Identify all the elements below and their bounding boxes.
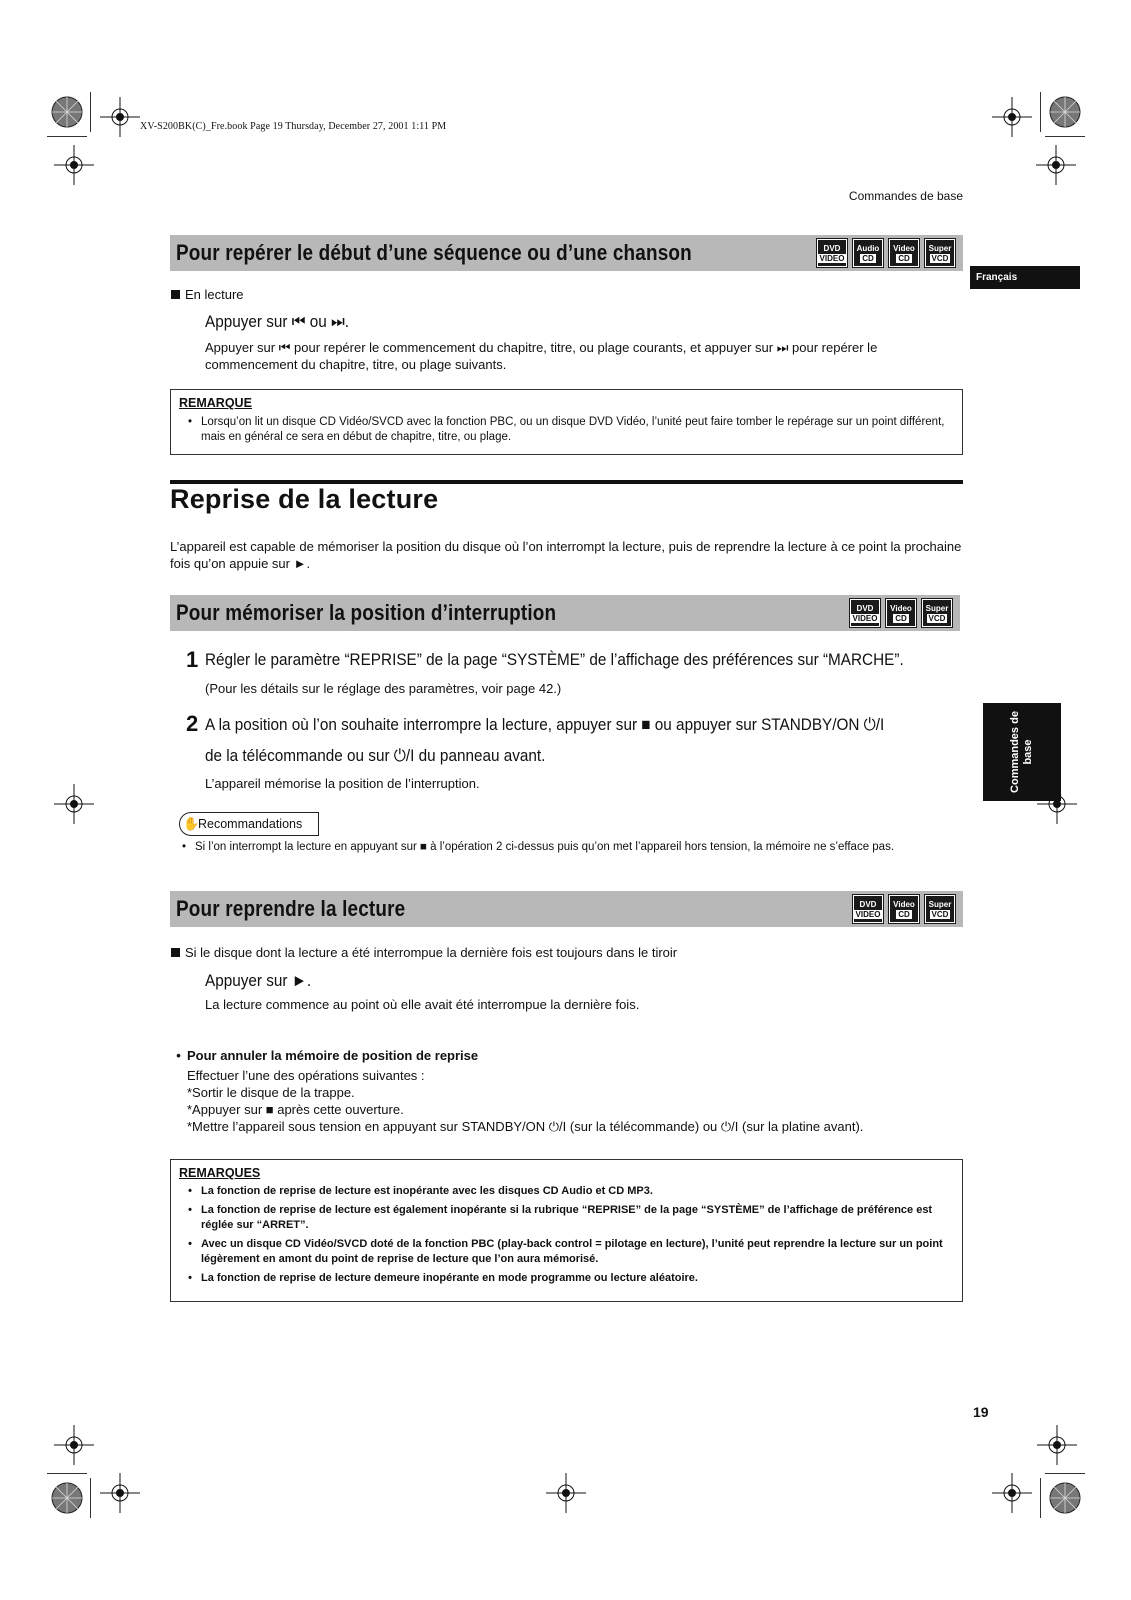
note-item: • La fonction de reprise de lecture est également inopérante si la rubrique “REPRISE” de la page “SYSTÈME” de l’affichage de préférence est réglée sur “ARRET”. xyxy=(188,1204,933,1231)
crosshair-icon xyxy=(54,1425,94,1465)
crosshair-icon xyxy=(54,145,94,185)
step-number: 1 xyxy=(186,647,199,672)
action-description: Appuyer sur ⏮ pour repérer le commencement du chapitre, titre, ou plage courants, et appuyer sur ⏭ pour repérer le commencement du chapitre, titre, ou plage suivants. xyxy=(205,340,878,372)
note-item: • Avec un disque CD Vidéo/SVCD doté de la fonction PBC (play-back control = pilotage en lecture), l’unité peut reprendre la lecture sur un point légèrement en amont du point de reprise de lecture que l’on aura mémorisé. xyxy=(188,1238,943,1265)
registration-target-icon xyxy=(47,92,87,132)
dvd-video-badge-icon: DVD VIDEO xyxy=(817,239,847,267)
intro-paragraph: L’appareil est capable de mémoriser la position du disque où l’on interrompt la lecture, puis de reprendre la lecture à ce point la prochaine fois qu’on appuie sur ►. xyxy=(170,539,962,571)
action-heading: Appuyer sur ►. xyxy=(205,971,312,990)
note-item: • La fonction de reprise de lecture est inopérante avec les disques CD Audio et CD MP3. xyxy=(188,1185,653,1197)
crosshair-icon xyxy=(546,1473,586,1513)
video-cd-badge-icon: Video CD xyxy=(889,895,919,923)
cancel-instructions xyxy=(187,1067,863,1135)
step-number: 2 xyxy=(186,711,199,736)
section-header-reprendre xyxy=(170,891,963,927)
note-item: • Lorsqu’on lit un disque CD Vidéo/SVCD avec la fonction PBC, ou un disque DVD Vidéo, l’unité peut faire tomber le repérage sur un point différent, mais en général ce sera en début de chapitre, titre, ou plage. xyxy=(187,416,945,443)
notes-title: REMARQUES xyxy=(179,1166,261,1180)
cancel-line: Effectuer l’une des opérations suivantes : xyxy=(187,1068,425,1083)
section-title: Pour reprendre la lecture xyxy=(176,896,406,921)
registration-target-icon xyxy=(1045,1478,1085,1518)
registration-target-icon xyxy=(1045,92,1085,132)
action-description: La lecture commence au point où elle avait été interrompue la dernière fois. xyxy=(205,997,640,1012)
recommendation-item: • Si l’on interrompt la lecture en appuyant sur ■ à l’opération 2 ci-dessus puis qu’on met l’appareil hors tension, la mémoire ne s’efface pas. xyxy=(181,841,895,853)
disc-badges xyxy=(853,895,955,923)
step-note: (Pour les détails sur le réglage des paramètres, voir page 42.) xyxy=(205,681,562,696)
super-vcd-badge-icon: Super VCD xyxy=(922,599,952,627)
disc-badges xyxy=(850,599,952,627)
super-vcd-badge-icon: Super VCD xyxy=(925,895,955,923)
crosshair-icon xyxy=(1037,1425,1077,1465)
condition-label: Si le disque dont la lecture a été interrompue la dernière fois est toujours dans le tiroir xyxy=(171,944,677,961)
condition-label: En lecture xyxy=(171,286,244,303)
step-text: Régler le paramètre “REPRISE” de la page “SYSTÈME” de l’affichage des préférences sur “MARCHE”. xyxy=(205,650,904,669)
disc-badges xyxy=(817,239,955,267)
chapter-side-tab xyxy=(983,703,1061,801)
section-header-reperer xyxy=(170,235,963,271)
square-bullet-icon xyxy=(171,290,180,299)
note-item: • La fonction de reprise de lecture demeure inopérante en mode programme ou lecture aléatoire. xyxy=(188,1272,698,1284)
note-title: REMARQUE xyxy=(179,396,252,410)
side-tab-line2: base xyxy=(1022,739,1034,765)
page-number: 19 xyxy=(973,1404,989,1420)
action-heading: Appuyer sur ⏮ ou ⏭. xyxy=(205,312,350,331)
recommendations-label: ✋ Recommandations xyxy=(179,812,319,836)
section-title: Pour repérer le début d’une séquence ou d’une chanson xyxy=(176,240,692,265)
page-title: Reprise de la lecture xyxy=(170,484,439,514)
note-box xyxy=(170,389,963,455)
language-tab: Français xyxy=(970,266,1080,289)
crosshair-icon xyxy=(1036,145,1076,185)
dvd-video-badge-icon: DVD VIDEO xyxy=(850,599,880,627)
file-header: XV-S200BK(C)_Fre.book Page 19 Thursday, December 27, 2001 1:11 PM xyxy=(140,121,447,132)
notes-box xyxy=(170,1159,963,1302)
hand-icon: ✋ xyxy=(183,816,200,831)
super-vcd-badge-icon: Super VCD xyxy=(925,239,955,267)
crosshair-icon xyxy=(100,97,140,137)
running-head: Commandes de base xyxy=(848,189,963,203)
cancel-heading: • Pour annuler la mémoire de position de reprise xyxy=(176,1048,479,1063)
cancel-line: *Appuyer sur ■ après cette ouverture. xyxy=(187,1102,404,1117)
square-bullet-icon xyxy=(171,948,180,957)
side-tab-line1: Commandes de xyxy=(1009,711,1021,793)
cancel-line: *Sortir le disque de la trappe. xyxy=(187,1085,355,1100)
step-note: L’appareil mémorise la position de l’interruption. xyxy=(205,776,480,791)
video-cd-badge-icon: Video CD xyxy=(889,239,919,267)
registration-target-icon xyxy=(47,1478,87,1518)
crosshair-icon xyxy=(54,784,94,824)
dvd-video-badge-icon: DVD VIDEO xyxy=(853,895,883,923)
step-text-continued: de la télécommande ou sur ⏻/I du panneau avant. xyxy=(205,746,546,765)
video-cd-badge-icon: Video CD xyxy=(886,599,916,627)
crosshair-icon xyxy=(992,97,1032,137)
crosshair-icon xyxy=(992,1473,1032,1513)
crosshair-icon xyxy=(100,1473,140,1513)
cancel-line: *Mettre l’appareil sous tension en appuyant sur STANDBY/ON ⏻/I (sur la télécommande) ou ⏻/I (sur la platine avant). xyxy=(187,1119,864,1134)
audio-cd-badge-icon: Audio CD xyxy=(853,239,883,267)
section-title: Pour mémoriser la position d’interruption xyxy=(176,600,557,625)
step-text: A la position où l’on souhaite interrompre la lecture, appuyer sur ■ ou appuyer sur STANDBY/ON ⏻/I xyxy=(205,715,885,734)
section-header-memoriser xyxy=(170,595,960,631)
